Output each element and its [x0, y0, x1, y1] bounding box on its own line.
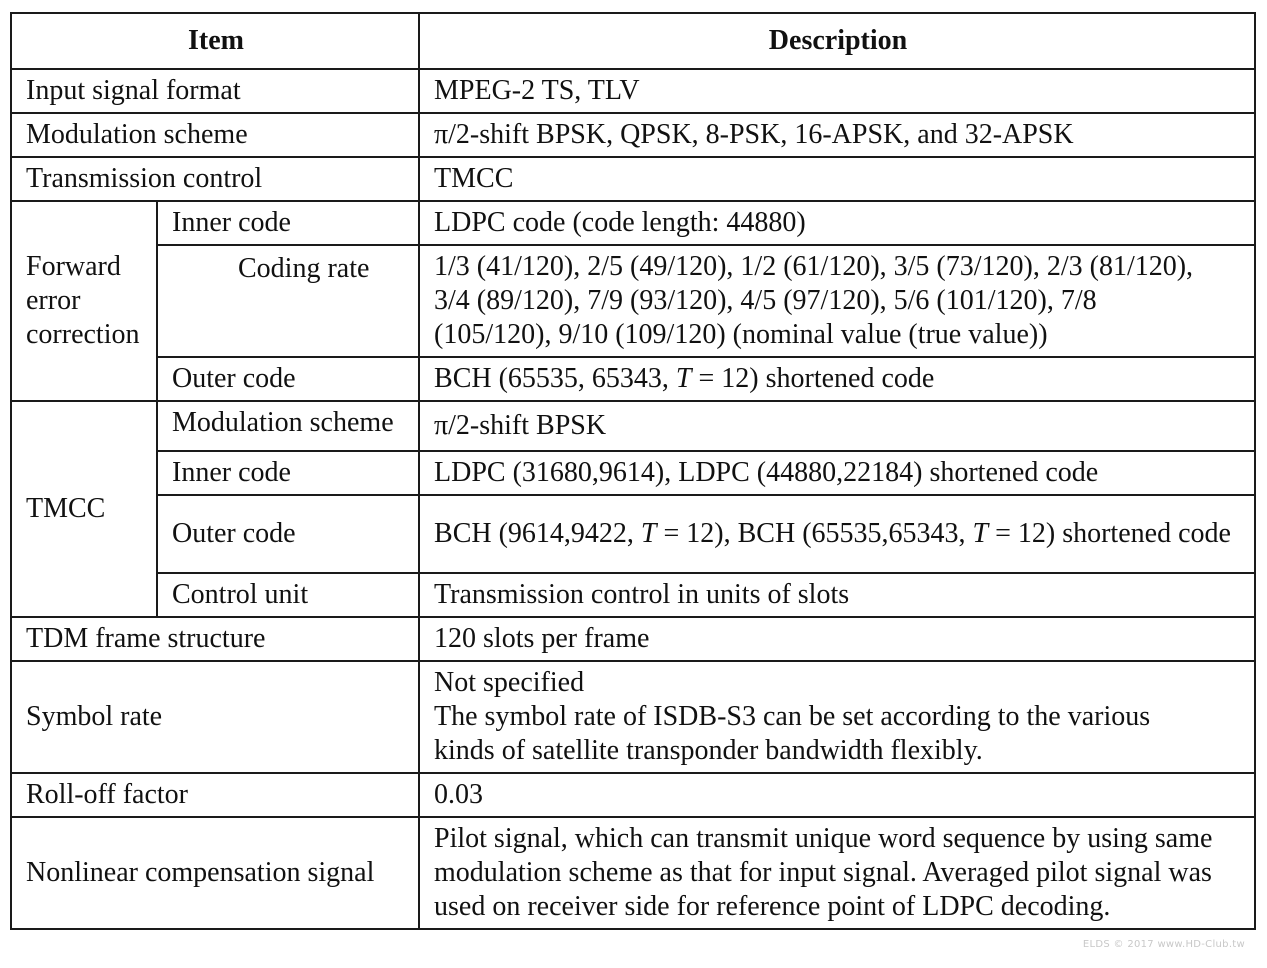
description-cell: TMCC — [419, 157, 1255, 201]
description-cell: 0.03 — [419, 773, 1255, 817]
description-cell: π/2-shift BPSK — [419, 401, 1255, 451]
sub-item-cell: Inner code — [157, 451, 419, 495]
table-row — [11, 401, 1255, 451]
table-header-row — [11, 13, 1255, 69]
sub-item-cell: Outer code — [157, 357, 419, 401]
column-header-item: Item — [11, 13, 419, 69]
table-row — [11, 773, 1255, 817]
math-variable: T — [972, 518, 989, 549]
description-cell: MPEG-2 TS, TLV — [419, 69, 1255, 113]
table-row — [11, 573, 1255, 617]
description-cell — [419, 357, 1255, 401]
math-variable: T — [675, 363, 692, 394]
sub-item-cell: Inner code — [157, 201, 419, 245]
description-cell: 120 slots per frame — [419, 617, 1255, 661]
item-cell: TDM frame structure — [11, 617, 419, 661]
description-cell: LDPC (31680,9614), LDPC (44880,22184) shortened code — [419, 451, 1255, 495]
description-text: BCH (65535, 65343, — [434, 363, 676, 394]
watermark: ELDS © 2017 www.HD-Club.tw — [1082, 939, 1245, 950]
table-row — [11, 451, 1255, 495]
description-cell: Not specified The symbol rate of ISDB-S3 can be set according to the various kinds of satellite transponder bandwidth flexibly. — [419, 661, 1255, 773]
sub-item-cell: Control unit — [157, 573, 419, 617]
table-row — [11, 157, 1255, 201]
group-cell-fec: Forward error correction — [11, 201, 157, 401]
table-row — [11, 69, 1255, 113]
description-text: = 12) shortened code — [988, 518, 1231, 549]
description-cell: Transmission control in units of slots — [419, 573, 1255, 617]
item-cell: Transmission control — [11, 157, 419, 201]
description-text: BCH (9614,9422, — [434, 518, 641, 549]
description-text: = 12) shortened code — [691, 363, 935, 394]
sub-item-cell: Modulation scheme — [157, 401, 419, 451]
spec-table — [10, 12, 1256, 930]
item-cell: Nonlinear compensation signal — [11, 817, 419, 929]
sub-item-cell: Outer code — [157, 495, 419, 573]
table-row — [11, 661, 1255, 773]
group-cell-tmcc: TMCC — [11, 401, 157, 617]
description-cell: LDPC code (code length: 44880) — [419, 201, 1255, 245]
description-cell: 1/3 (41/120), 2/5 (49/120), 1/2 (61/120), 3/5 (73/120), 2/3 (81/120), 3/4 (89/120), 7/9 (93/120), 4/5 (97/120), 5/6 (101/120), 7/8 (105/120), 9/10 (109/120) (nominal value (true value)) — [419, 245, 1255, 357]
sub-item-cell: Coding rate — [157, 245, 419, 357]
table-row — [11, 357, 1255, 401]
item-cell: Input signal format — [11, 69, 419, 113]
item-cell: Modulation scheme — [11, 113, 419, 157]
description-text: = 12), BCH (65535,65343, — [656, 518, 973, 549]
description-cell: π/2-shift BPSK, QPSK, 8-PSK, 16-APSK, and 32-APSK — [419, 113, 1255, 157]
table-row — [11, 245, 1255, 357]
item-cell: Symbol rate — [11, 661, 419, 773]
column-header-description: Description — [419, 13, 1255, 69]
table-row — [11, 113, 1255, 157]
table-row — [11, 495, 1255, 573]
item-cell: Roll-off factor — [11, 773, 419, 817]
table-row — [11, 201, 1255, 245]
table-row — [11, 617, 1255, 661]
math-variable: T — [640, 518, 657, 549]
table-row — [11, 817, 1255, 929]
description-cell — [419, 495, 1255, 573]
description-cell: Pilot signal, which can transmit unique word sequence by using same modulation scheme as that for input signal. Averaged pilot signal was used on receiver side for reference point of LDPC decoding. — [419, 817, 1255, 929]
